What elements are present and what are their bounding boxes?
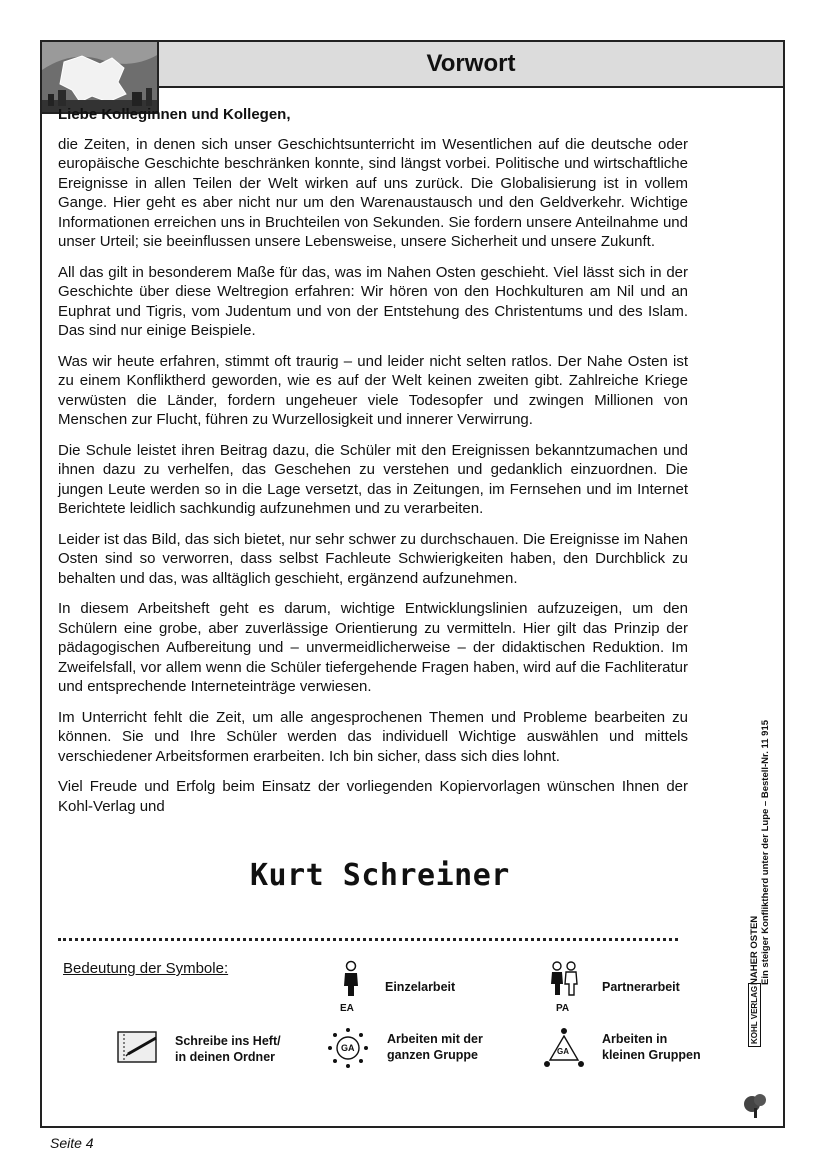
klein-label-line1: Arbeiten in	[602, 1032, 668, 1046]
paragraph: Leider ist das Bild, das sich bietet, nur sehr schwer zu durchschauen. Die Ereignisse im Nahen Osten sind so verworren, dass selbst Fachleute Schwierigkeiten haben, den Durchblick zu behalten und das, was alltäglich geschieht, ergänzend aufzunehmen.	[58, 530, 688, 587]
dotted-divider	[58, 938, 678, 941]
paragraph: Im Unterricht fehlt die Zeit, um alle angesprochenen Themen und Probleme bearbeiten zu können. Sie und Ihre Schüler werden das individuell Wichtige auswählen und mittels verschiedener Arbeitsformen erarbeiten. Ich bin sicher, dass sich dies lohnt.	[58, 708, 688, 765]
side-publisher: KOHL VERLAG	[748, 983, 761, 1047]
page-number: Seite 4	[50, 1135, 94, 1151]
heft-label-line2: in deinen Ordner	[175, 1050, 276, 1064]
publisher-logo-icon	[742, 1090, 770, 1125]
ganze-label-line2: ganzen Gruppe	[387, 1048, 478, 1062]
signature: Kurt Schreiner	[250, 858, 510, 893]
single-person-icon	[338, 960, 364, 1005]
side-line1: NAHER OSTEN	[749, 915, 760, 985]
paragraph: Was wir heute erfahren, stimmt oft traurig – und leider nicht selten ratlos. Der Nahe Osten ist zu einem Konfliktherd geworden, wie es auf der Welt keinen zweiten gibt. Zahlreiche Kriege verwüsten die Länder, fordern ungeheuer viele Todesopfer und zwingen Millionen von Menschen zur Flucht, führen zu Wurzellosigkeit und innerer Verwirrung.	[58, 352, 688, 428]
klein-label	[602, 1031, 701, 1063]
title-bar	[159, 42, 783, 88]
body-text	[58, 105, 688, 827]
legend-title-colon: :	[223, 960, 229, 977]
heft-label	[175, 1033, 281, 1065]
klein-label-line2: kleinen Gruppen	[602, 1048, 701, 1062]
paragraph: All das gilt in besonderem Maße für das, was im Nahen Osten geschieht. Viel lässt sich in der Geschichte über diese Weltregion erfahren: Wir hören von den Hochkulturen am Nil und an Euphrat und Tigris, vom Judentum und von der Entstehung des Christentums und des Islam. Das sind nur einige Beispiele.	[58, 263, 688, 339]
greeting: Liebe Kolleginnen und Kollegen,	[58, 106, 291, 123]
two-persons-icon	[548, 960, 580, 1005]
paragraph: die Zeiten, in denen sich unser Geschichtsunterricht im Wesentlichen auf die deutsche oder europäische Geschichte beschränken konnte, sind längst vorbei. Politische und wirtschaftliche Ereignisse in allen Teilen der Welt wirken auf uns zurück. Die Globalisierung ist in vollem Gange. Hier geht es aber nicht nur um den Warenaustausch und den Geldverkehr. Wichtige Informationen erreichen uns in Bruchteilen von Sekunden. Sie fordern unsere Anteilnahme und unser Urteil; sie beeinflussen unsere Lebensweise, unsere Sicherheit und unsere Zukunft.	[58, 135, 688, 250]
ganze-badge: GA	[341, 1043, 355, 1053]
header-map-image	[42, 42, 159, 114]
paragraph: Viel Freude und Erfolg beim Einsatz der vorliegenden Kopiervorlagen wünschen Ihnen der Kohl-Verlag und	[58, 778, 688, 815]
ganze-label	[387, 1031, 483, 1063]
legend-title	[63, 960, 228, 977]
legend-title-text: Bedeutung der Symbole	[63, 960, 224, 977]
page-title: Vorwort	[426, 50, 516, 77]
partner-badge: PA	[556, 1003, 570, 1014]
partner-label: Partnerarbeit	[602, 980, 680, 994]
einzel-label: Einzelarbeit	[385, 980, 456, 994]
heft-label-line1: Schreibe ins Heft/	[175, 1034, 281, 1048]
side-line2: Ein steiger Konfliktherd unter der Lupe – Bestell-Nr. 11 915	[760, 719, 771, 985]
notebook-pencil-icon	[116, 1030, 160, 1069]
side-imprint	[748, 719, 771, 1075]
klein-badge: GA	[557, 1047, 569, 1056]
paragraph: In diesem Arbeitsheft geht es darum, wichtige Entwicklungslinien aufzuzeigen, um den Schülern eine grobe, aber zuverlässige Orientierung zu vermitteln. Hier gilt das Prinzip der pädagogischen Aufbereitung und – unvermeidlicherweise – der didaktischen Reduktion. Im Zweifelsfall, vor allem wenn die Schüler tiefergehende Fragen haben, wird auf die Fachliteratur und entsprechende Interneteinträge verwiesen.	[58, 600, 688, 695]
ganze-label-line1: Arbeiten mit der	[387, 1032, 483, 1046]
einzel-badge: EA	[340, 1003, 354, 1014]
paragraph: Die Schule leistet ihren Beitrag dazu, die Schüler mit den Ereignissen bekanntzumachen und ihnen dazu zu verhelfen, das Geschehen zu verstehen und gedanklich einzuordnen. Die jungen Leute werden so in die Lage versetzt, das in Zeitungen, im Fernsehen und im Internet Berichtete leidlich sachkundig aufzunehmen und zu verarbeiten.	[58, 441, 688, 517]
